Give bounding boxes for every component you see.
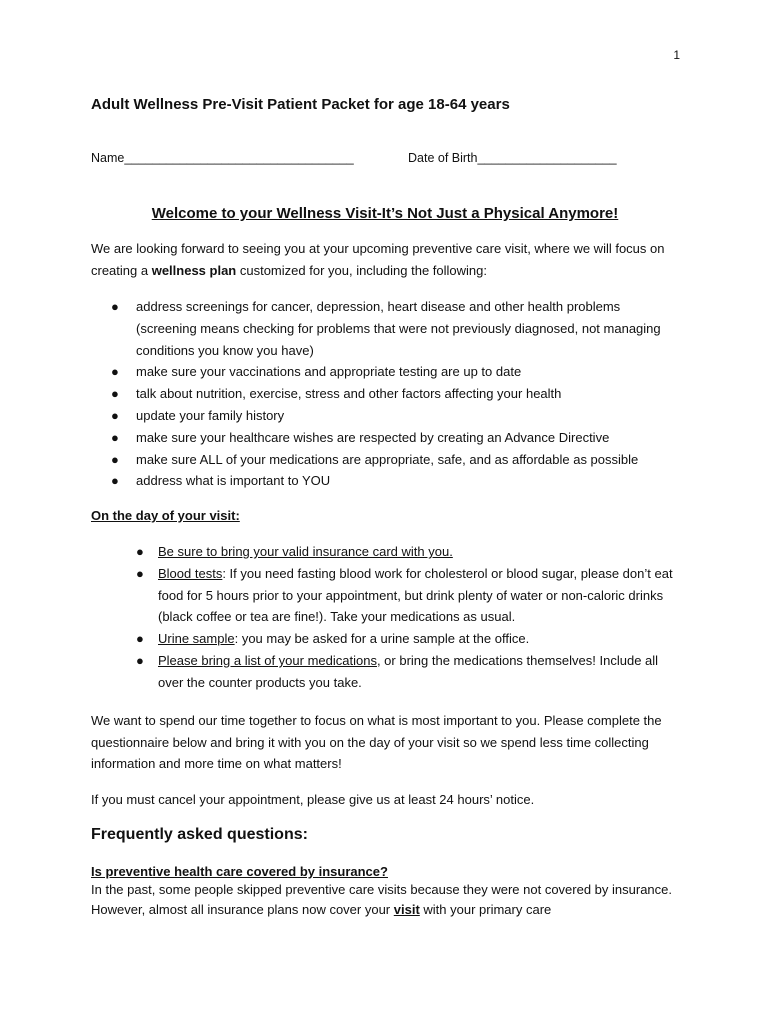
intro-text-2: customized for you, including the following: — [236, 262, 487, 278]
faq-answer — [91, 880, 691, 920]
welcome-heading: Welcome to your Wellness Visit-It’s Not Just a Physical Anymore! — [151, 205, 619, 222]
list-item-text: address what is important to YOU — [136, 473, 331, 489]
list-item-text: update your family history — [136, 407, 285, 423]
list-item-lead: Urine sample — [158, 631, 235, 647]
bullet-icon: ● — [111, 451, 119, 467]
list-item — [91, 628, 681, 650]
bullet-icon: ● — [136, 565, 144, 581]
list-item — [91, 361, 681, 383]
wellness-plan-list — [91, 296, 681, 492]
document-title: Adult Wellness Pre-Visit Patient Packet for age 18-64 years — [91, 96, 510, 113]
list-item — [91, 541, 681, 563]
list-item — [91, 383, 681, 405]
list-item-text: , or bring the medications themselves! Include all over the counter products you take. — [158, 652, 659, 690]
list-item — [91, 405, 681, 427]
list-item — [91, 427, 681, 449]
list-item — [91, 296, 681, 361]
faq-heading: Frequently asked questions: — [91, 826, 308, 843]
date-of-birth-field: Date of Birth____________________ — [408, 151, 617, 165]
bullet-icon: ● — [111, 473, 119, 489]
list-item-text: : If you need fasting blood work for cholesterol or blood sugar, please don’t eat food for 5 hours prior to your appointment, but drink plenty of water or non-caloric drinks (black coffee or tea are fine!). Take your medications as usual. — [158, 565, 673, 625]
intro-bold: wellness plan — [151, 262, 237, 278]
bullet-icon: ● — [136, 631, 144, 647]
list-item-lead: Be sure to bring your valid insurance card with you. — [158, 544, 453, 559]
faq-answer-bold: visit — [393, 902, 420, 917]
bullet-icon: ● — [111, 299, 119, 314]
bullet-icon: ● — [136, 652, 144, 668]
faq-answer-text-2: with your primary care — [419, 902, 552, 917]
list-item-lead: Please bring a list of your medications — [158, 652, 377, 668]
list-item — [91, 470, 681, 492]
bullet-icon: ● — [111, 386, 119, 402]
list-item-text: make sure your healthcare wishes are respected by creating an Advance Directive — [136, 429, 610, 445]
intro-paragraph — [91, 238, 691, 281]
list-item-text: : you may be asked for a urine sample at the office. — [234, 631, 530, 647]
name-field: Name_________________________________ — [91, 151, 354, 165]
bullet-icon: ● — [111, 364, 119, 380]
list-item-text: address screenings for cancer, depression, heart disease and other health problems (screening means checking for problems that were not previously diagnosed, not managing conditions you know you have) — [136, 299, 661, 358]
bullet-icon: ● — [111, 429, 119, 445]
faq-answer-text-1: In the past, some people skipped preventive care visits because they were not covered by insurance. However, almost all insurance plans now cover your — [91, 882, 672, 917]
visit-day-list — [91, 541, 681, 694]
faq-question: Is preventive health care covered by insurance? — [91, 864, 388, 879]
list-item-lead: Blood tests — [158, 565, 223, 581]
spend-time-paragraph: We want to spend our time together to focus on what is most important to you. Please complete the questionnaire below and bring it with you on the day of your visit so we spend less time collecting information and more time on what matters! — [91, 713, 662, 771]
intro-text-1: We are looking forward to seeing you at your upcoming preventive care visit, where we will focus on creating a — [91, 241, 665, 278]
list-item-text: make sure your vaccinations and appropriate testing are up to date — [136, 364, 522, 380]
list-item — [91, 449, 681, 471]
visit-day-heading: On the day of your visit: — [91, 508, 240, 523]
bullet-icon: ● — [136, 544, 144, 559]
list-item — [91, 563, 681, 628]
list-item-text: talk about nutrition, exercise, stress and other factors affecting your health — [136, 386, 562, 402]
list-item — [91, 650, 681, 694]
bullet-icon: ● — [111, 407, 119, 423]
cancel-paragraph: If you must cancel your appointment, please give us at least 24 hours’ notice. — [91, 792, 535, 807]
page-number: 1 — [673, 48, 680, 62]
list-item-text: make sure ALL of your medications are appropriate, safe, and as affordable as possible — [136, 451, 639, 467]
